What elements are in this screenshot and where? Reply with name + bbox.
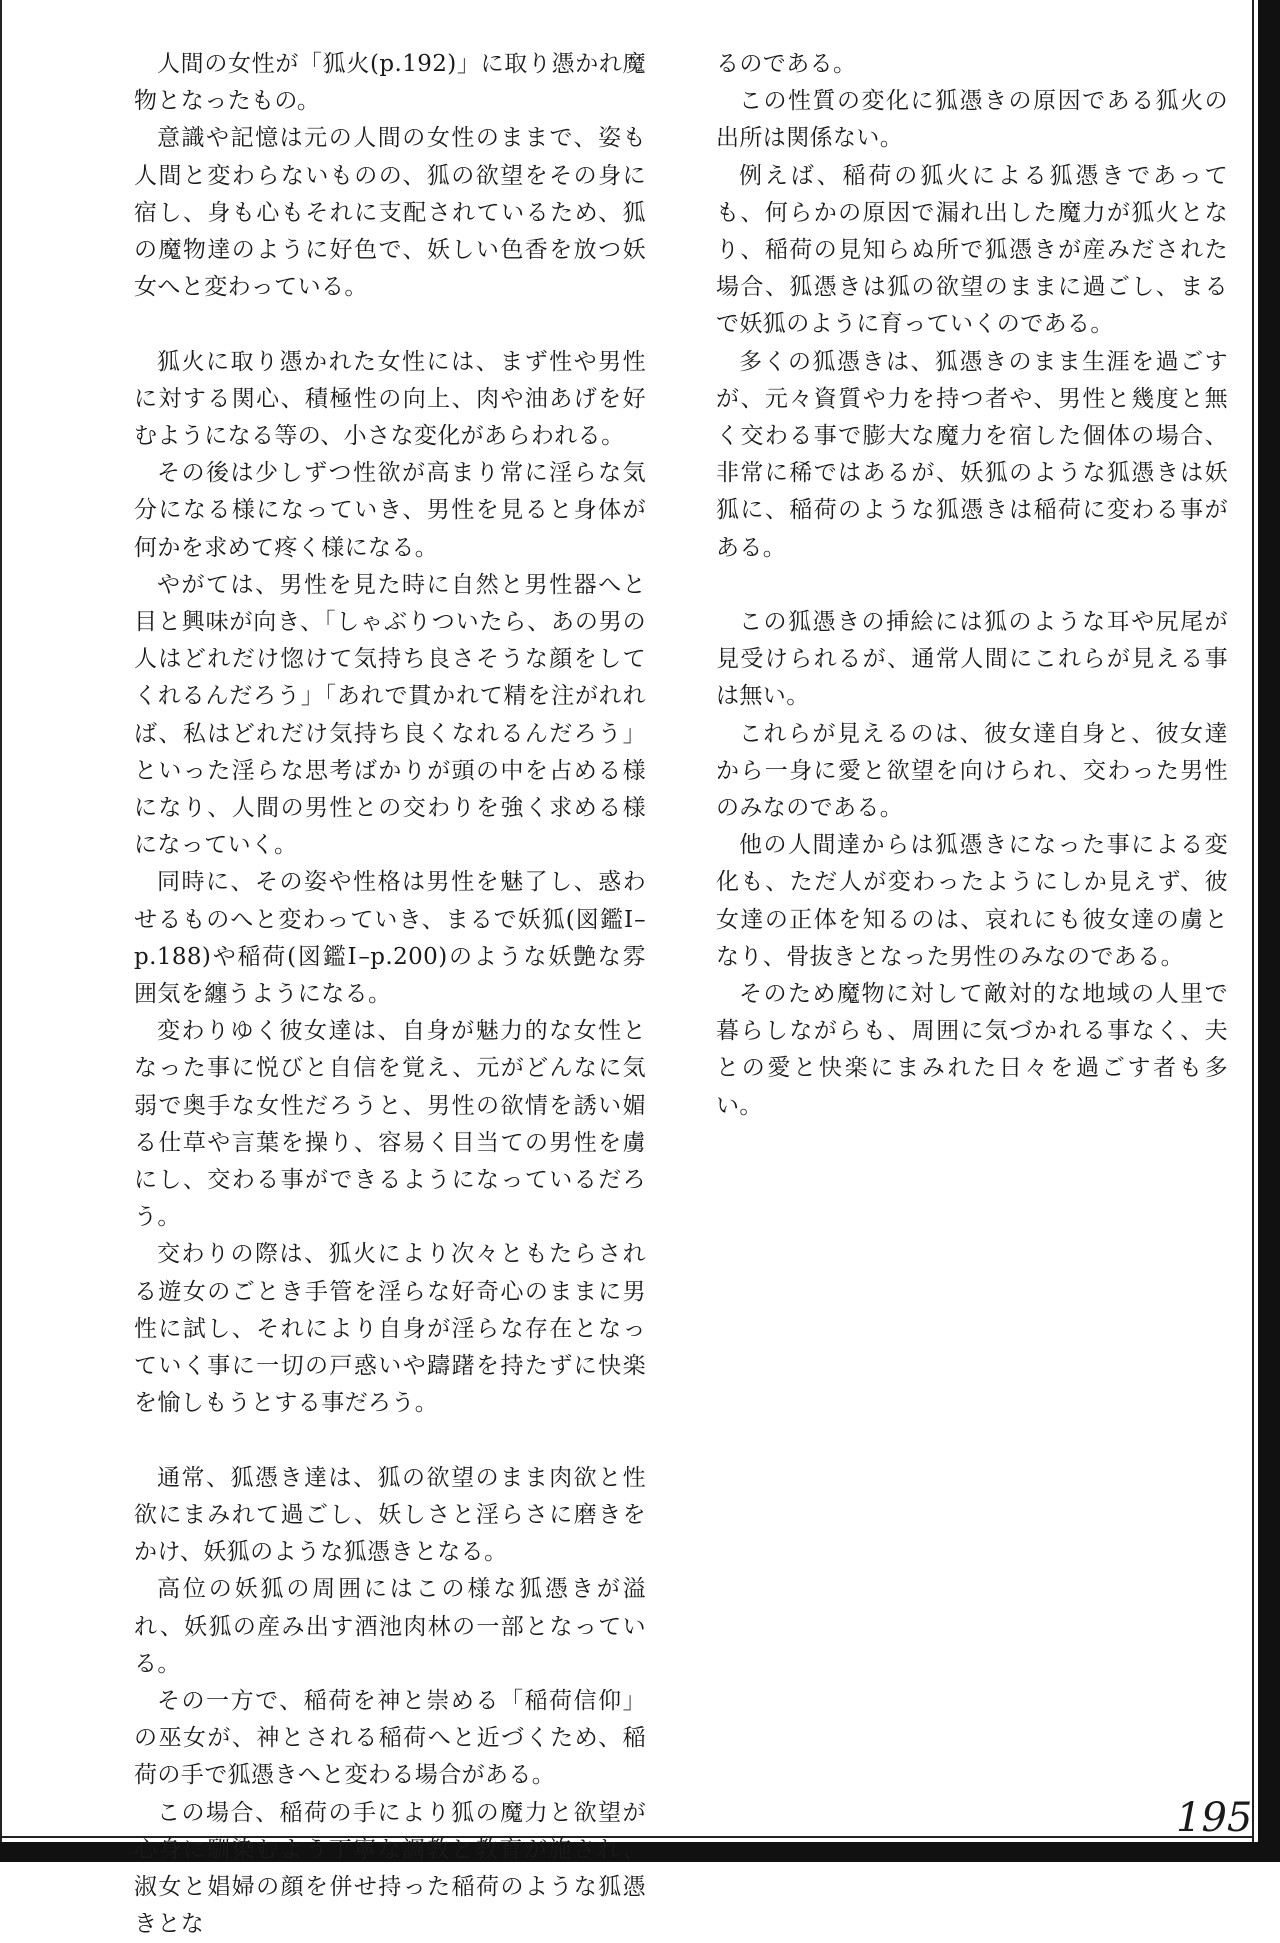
paragraph: これらが見えるのは、彼女達自身と、彼女達から一身に愛と欲望を向けられ、交わった男性のみなのである。: [716, 720, 1228, 822]
paragraph: そのため魔物に対して敵対的な地域の人里で暮らしながらも、周囲に気づかれる事なく、夫との愛と快楽にまみれた日々を過ごす者も多い。: [716, 981, 1228, 1119]
paragraph-gap: [134, 1423, 646, 1460]
paragraph: 通常、狐憑き達は、狐の欲望のまま肉欲と性欲にまみれて過ごし、妖しさと淫らさに磨きをかけ、妖狐のような狐憑きとなる。: [134, 1464, 646, 1566]
paragraph: この狐憑きの挿絵には狐のような耳や尻尾が見受けられるが、通常人間にこれらが見える事は無い。: [716, 609, 1228, 710]
paragraph: 変わりゆく彼女達は、自身が魅力的な女性となった事に悦びと自信を覚え、元がどんなに気弱で奥手な女性だろうと、男性の欲情を誘い媚る仕草や言葉を操り、容易く目当ての男性を虜にし、交わる事ができるようになっているだろう。: [134, 1018, 646, 1231]
right-text-column: [716, 46, 1228, 1125]
paragraph: 多くの狐憑きは、狐憑きのまま生涯を過ごすが、元々資質や力を持つ者や、男性と幾度と無く交わる事で膨大な魔力を宿した個体の場合、非常に稀ではあるが、妖狐のような狐憑きは妖狐に、稲荷のような狐憑きは稲荷に変わる事がある。: [716, 348, 1228, 561]
paragraph: やがては、男性を見た時に自然と男性器へと目と興味が向き、「しゃぶりついたら、あの男の人はどれだけ惚けて気持ち良さそうな顔をしてくれるんだろう」「あれで貫かれて精を注がれれば、私はどれだけ気持ち良くなれるんだろう」といった淫らな思考ばかりが頭の中を占める様になり、人間の男性との交わりを強く求める様になっていく。: [134, 571, 646, 859]
page-frame-left: [0, 0, 2, 1862]
paragraph-continuation: るのである。: [716, 51, 857, 77]
paragraph: 同時に、その姿や性格は男性を魅了し、惑わせるものへと変わっていき、まるで妖狐(図鑑Ⅰ–p.188)や稲荷(図鑑Ⅰ–p.200)のような妖艶な雰囲気を纏うようになる。: [134, 869, 646, 1008]
page-frame-right-edge: [1258, 0, 1280, 1862]
page-number: 195: [1176, 1795, 1253, 1841]
paragraph: 例えば、稲荷の狐火による狐憑きであっても、何らかの原因で漏れ出した魔力が狐火となり、稲荷の見知らぬ所で狐憑きが産みだされた場合、狐憑きは狐の欲望のままに過ごし、まるで妖狐のように育っていくのである。: [716, 162, 1228, 338]
paragraph: その一方で、稲荷を神と崇める「稲荷信仰」の巫女が、神とされる稲荷へと近づくため、稲荷の手で狐憑きへと変わる場合がある。: [134, 1687, 646, 1789]
paragraph: 高位の妖狐の周囲にはこの様な狐憑きが溢れ、妖狐の産み出す酒池肉林の一部となっている。: [134, 1576, 646, 1677]
paragraph: 人間の女性が「狐火(p.192)」に取り憑かれ魔物となったもの。: [134, 51, 646, 115]
paragraph: 狐火に取り憑かれた女性には、まず性や男性に対する関心、積極性の向上、肉や油あげを好むようになる等の、小さな変化があらわれる。: [134, 348, 646, 450]
paragraph-gap: [134, 306, 646, 343]
paragraph: この性質の変化に狐憑きの原因である狐火の出所は関係ない。: [716, 88, 1228, 152]
paragraph: 他の人間達からは狐憑きになった事による変化も、ただ人が変わったようにしか見えず、彼女達の正体を知るのは、哀れにも彼女達の虜となり、骨抜きとなった男性のみなのである。: [716, 832, 1228, 970]
paragraph: その後は少しずつ性欲が高まり常に淫らな気分になる様になっていき、男性を見ると身体が何かを求めて疼く様になる。: [134, 460, 646, 561]
page-frame-right-line: [1252, 0, 1254, 1862]
paragraph-gap: [716, 567, 1228, 604]
left-text-column: [134, 46, 646, 1943]
paragraph: この場合、稲荷の手により狐の魔力と欲望が心身に馴染むよう丁寧な調教と教育が施され、淑女と娼婦の顔を併せ持った稲荷のような狐憑きとな: [134, 1799, 646, 1938]
paragraph: 意識や記憶は元の人間の女性のままで、姿も人間と変わらないものの、狐の欲望をその身に宿し、身も心もそれに支配されているため、狐の魔物達のように好色で、妖しい色香を放つ妖女へと変わっている。: [134, 125, 646, 301]
paragraph: 交わりの際は、狐火により次々ともたらされる遊女のごとき手管を淫らな好奇心のままに男性に試し、それにより自身が淫らな存在となっていく事に一切の戸惑いや躊躇を持たずに快楽を愉しもうとする事だろう。: [134, 1241, 646, 1417]
